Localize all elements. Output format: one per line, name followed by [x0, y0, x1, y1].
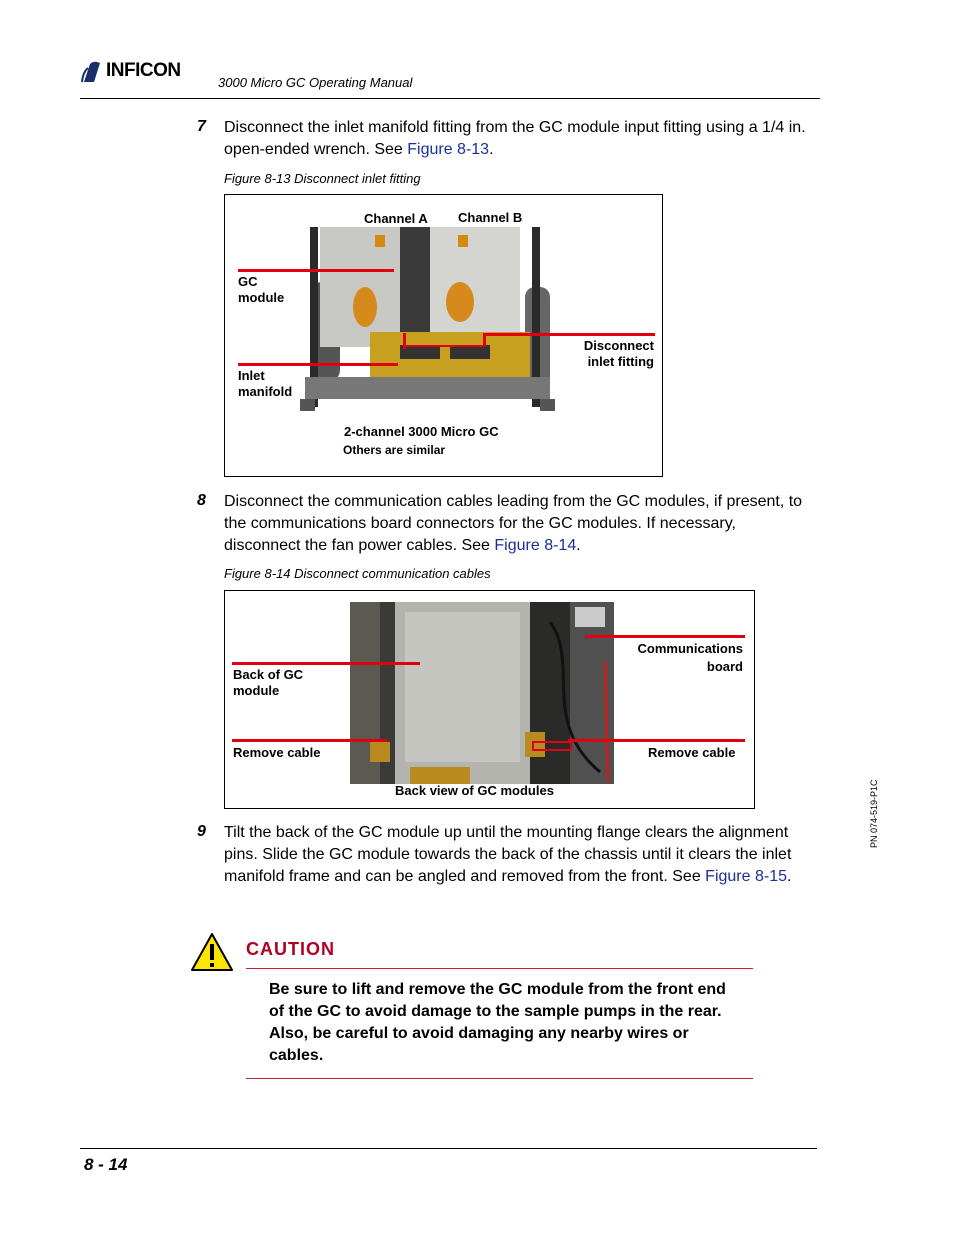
- step-8-text: [224, 491, 816, 557]
- channel-b-label: Channel B: [458, 210, 523, 225]
- comm-board-callout-line: [585, 635, 745, 638]
- back-of-module-callout-line: [232, 662, 420, 665]
- step-7-body: Disconnect the inlet manifold fitting from the GC module input fitting using a 1/4 in. open-ended wrench. See: [224, 119, 806, 158]
- caution-text: Be sure to lift and remove the GC module from the front end of the GC to avoid damage to the sample pumps in the rear. Also, be careful to avoid damaging any nearby wires or cables.: [269, 981, 726, 1064]
- remove-cable-right-label: Remove cable: [648, 745, 736, 760]
- remove-cable-left-label: Remove cable: [233, 745, 321, 760]
- footer-rule: [80, 1148, 817, 1149]
- inlet-manifold-callout-line: [238, 363, 398, 366]
- figure-8-13-frame: [224, 194, 663, 477]
- disconnect-callout-link-3: [403, 345, 486, 347]
- figure-8-14-caption: Figure 8-14 Disconnect communication cables: [224, 566, 491, 581]
- figure-8-13-title: 2-channel 3000 Micro GC: [344, 424, 499, 439]
- figure-8-15-link[interactable]: Figure 8-15: [705, 868, 787, 885]
- step-7-end: .: [489, 141, 494, 158]
- step-9-body: Tilt the back of the GC module up until the mounting flange clears the alignment pins. Slide the GC module towards the back of the chassis until it clears the inlet manifold frame and can be angled and removed from the front. See: [224, 824, 792, 885]
- step-9-end: .: [787, 868, 792, 885]
- step-8-body: Disconnect the communication cables leading from the GC modules, if present, to the communications board connectors for the GC modules. If necessary, disconnect the fan power cables. See: [224, 493, 803, 554]
- page-number: 8 - 14: [84, 1155, 128, 1174]
- part-number-note: PN 074-519-P1C: [869, 779, 879, 848]
- figure-8-14-frame: [224, 590, 755, 809]
- figure-8-14-title: Back view of GC modules: [395, 783, 554, 798]
- comm-board-label: Communications board: [637, 641, 743, 674]
- brand-logo-text: INFICON: [106, 60, 181, 81]
- figure-8-13-caption: Figure 8-13 Disconnect inlet fitting: [224, 171, 421, 186]
- step-8-number: 8: [197, 492, 206, 509]
- disconnect-callout-line: [483, 333, 655, 336]
- remove-cable-right-callout-line: [568, 739, 745, 742]
- inlet-manifold-label: Inlet manifold: [238, 368, 293, 399]
- inficon-logo-icon: [80, 60, 104, 84]
- channel-a-label: Channel A: [364, 211, 428, 226]
- step-8-end: .: [576, 537, 581, 554]
- gc-module-photo: [300, 227, 560, 411]
- step-9-text: [224, 822, 818, 888]
- header-rule: [80, 98, 820, 99]
- step-7-text: [224, 117, 814, 161]
- step-7-number: 7: [197, 118, 206, 135]
- figure-8-14-link[interactable]: Figure 8-14: [494, 537, 577, 554]
- caution-title: CAUTION: [246, 939, 335, 959]
- back-of-module-label: Back of GC module: [233, 667, 304, 698]
- step-9-number: 9: [197, 823, 206, 840]
- caution-top-rule: [246, 968, 753, 969]
- caution-bottom-rule: [246, 1078, 753, 1079]
- warning-triangle-icon: [190, 932, 234, 972]
- disconnect-fitting-label: Disconnect inlet fitting: [583, 338, 654, 369]
- remove-cable-right-marker: [532, 741, 572, 751]
- figure-8-13-subtitle: Others are similar: [343, 443, 446, 457]
- remove-cable-left-callout-line: [232, 739, 387, 742]
- back-view-photo: [350, 602, 614, 784]
- manual-title: 3000 Micro GC Operating Manual: [218, 75, 413, 90]
- gc-module-callout-line: [238, 269, 394, 272]
- gc-module-label: GC module: [238, 274, 285, 305]
- figure-8-13-link[interactable]: Figure 8-13: [407, 141, 490, 158]
